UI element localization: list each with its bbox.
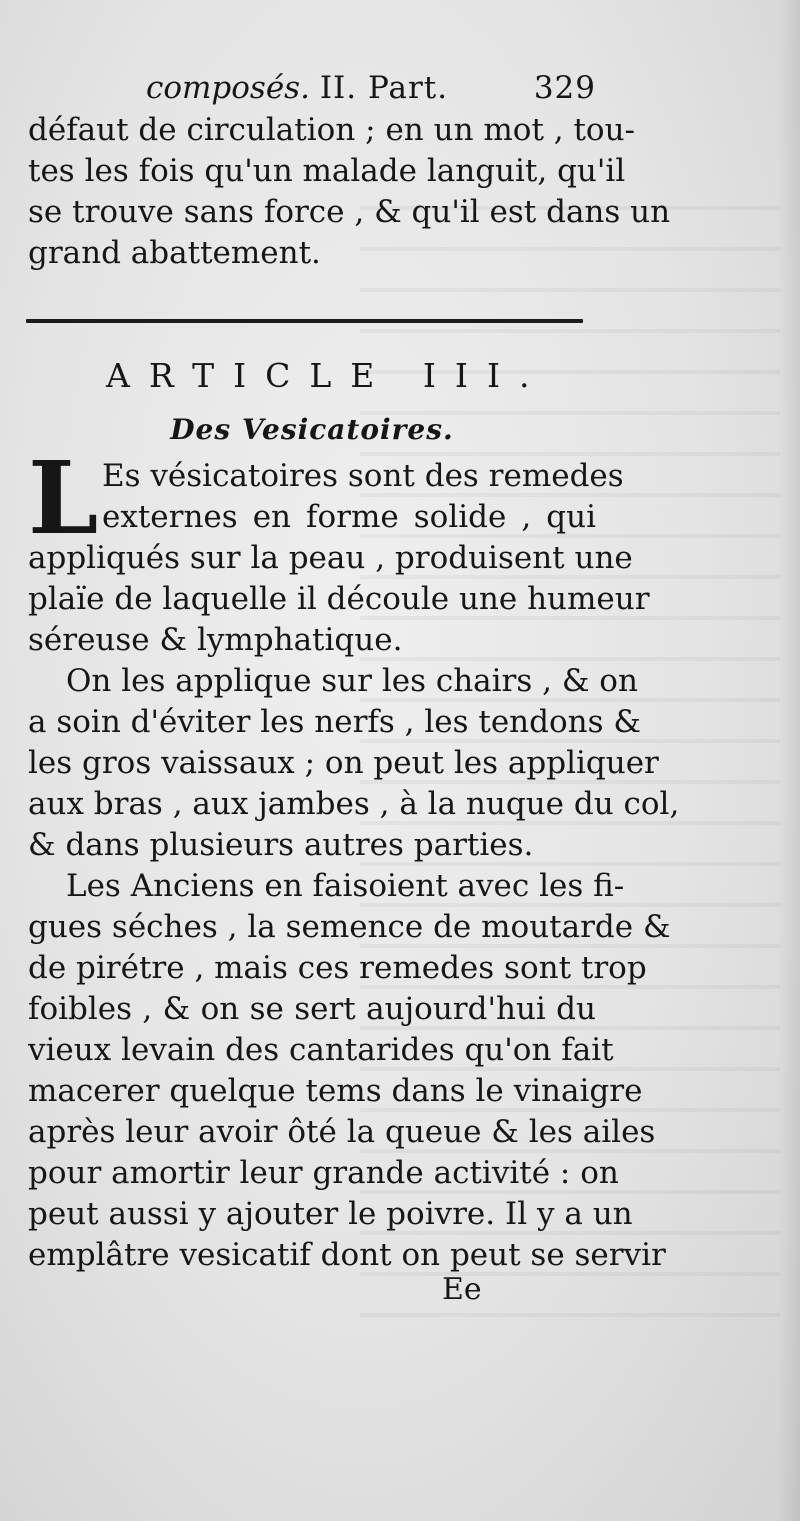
opening-paragraph — [28, 110, 671, 274]
text-line: appliqués sur la peau , produisent une — [28, 540, 633, 576]
text-line: a soin d'éviter les nerfs , les tendons & — [28, 704, 641, 740]
text-line: après leur avoir ôté la queue & les ailes — [28, 1114, 656, 1150]
text-block — [28, 66, 680, 1276]
text-line: peut aussi y ajouter le poivre. Il y a un — [28, 1196, 633, 1232]
text-line: Les Anciens en faisoient avec les fi- — [66, 868, 625, 904]
catchword: Ee — [442, 1272, 482, 1307]
text-line: Es vésicatoires sont des remedes — [102, 458, 624, 494]
text-line: vieux levain des cantarides qu'on fait — [28, 1032, 614, 1068]
section-divider — [28, 274, 596, 350]
text-line: grand abattement. — [28, 235, 321, 271]
page-edge-shadow — [778, 0, 800, 1521]
text-line: pour amortir leur grande activité : on — [28, 1155, 619, 1191]
text-line: gues séches , la semence de moutarde & — [28, 909, 671, 945]
text-line: plaïe de laquelle il découle une humeur — [28, 581, 650, 617]
article-subtitle: Des Vesicatoires. — [170, 413, 454, 446]
drop-cap: L — [28, 439, 99, 557]
text-line: les gros vaissaux ; on peut les appliquer — [28, 745, 659, 781]
text-line: On les applique sur les chairs , & on — [66, 663, 638, 699]
text-line: défaut de circulation ; en un mot , tou- — [28, 112, 636, 148]
text-line: séreuse & lymphatique. — [28, 622, 403, 658]
running-title — [146, 66, 448, 110]
article-heading: ARTICLE III. — [106, 356, 549, 395]
text-line: macerer quelque tems dans le vinaigre — [28, 1073, 643, 1109]
running-title-italic: composés. — [146, 70, 310, 106]
text-line: tes les fois qu'un malade languit, qu'il — [28, 153, 626, 189]
text-line: aux bras , aux jambes , à la nuque du col, — [28, 786, 680, 822]
text-line: de pirétre , mais ces remedes sont trop — [28, 950, 647, 986]
page-number: 329 — [533, 70, 596, 106]
horizontal-rule — [26, 319, 583, 323]
running-title-part: II. Part. — [319, 70, 449, 106]
paragraph-2 — [28, 661, 680, 866]
text-line: & dans plusieurs autres parties. — [28, 827, 534, 863]
text-line: externes en forme solide , qui — [102, 499, 596, 535]
paragraph-1 — [28, 439, 650, 661]
running-header — [28, 66, 596, 110]
text-line: emplâtre vesicatif dont on peut se servir — [28, 1237, 666, 1273]
text-line: se trouve sans force , & qu'il est dans un — [28, 194, 671, 230]
text-line: foibles , & on se sert aujourd'hui du — [28, 991, 596, 1027]
paragraph-3 — [28, 866, 671, 1276]
